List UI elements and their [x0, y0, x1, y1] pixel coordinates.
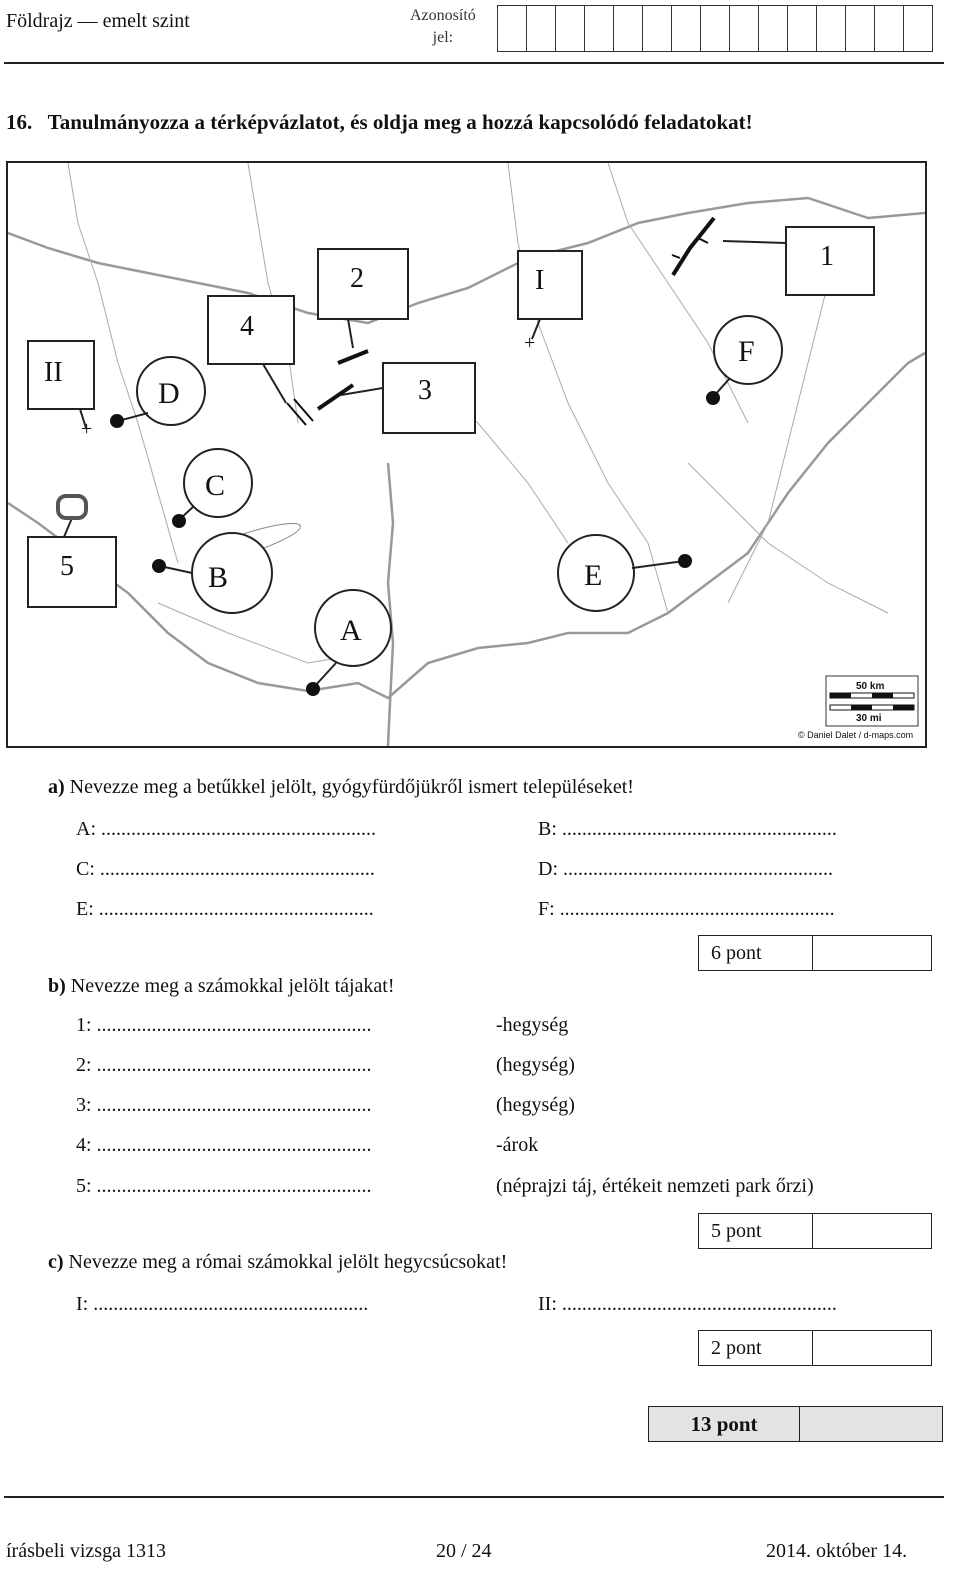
score-box-c	[698, 1330, 932, 1366]
peak-mark: +	[524, 332, 536, 354]
river	[688, 463, 888, 613]
id-box[interactable]	[642, 5, 672, 52]
score-box-a	[698, 935, 932, 971]
footer-rule	[4, 1496, 944, 1498]
score-field[interactable]	[813, 1214, 931, 1248]
region-5-ring	[58, 496, 86, 518]
id-box[interactable]	[874, 5, 904, 52]
callout-pointer	[723, 241, 786, 243]
part-a-question: a) Nevezze meg a betűkkel jelölt, gyógyfürdőjükről ismert településeket!	[48, 776, 634, 798]
callout-pointer	[64, 518, 72, 537]
task-title: 16. Tanulmányozza a térképvázlatot, és oldja meg a hozzá kapcsolódó feladatokat!	[6, 110, 753, 134]
id-box[interactable]	[729, 5, 759, 52]
scale-bar	[826, 676, 918, 726]
suffix-2: (hegység)	[496, 1054, 575, 1076]
answer-1[interactable]: 1: .......................................................	[76, 1014, 372, 1036]
label-4: 4	[240, 311, 254, 342]
peak-mark: +	[81, 418, 93, 440]
id-box[interactable]	[526, 5, 556, 52]
footer-exam: írásbeli vizsga 1313	[6, 1540, 166, 1562]
id-box[interactable]	[787, 5, 817, 52]
town-dot	[678, 554, 692, 568]
label-A: A	[340, 614, 362, 647]
town-dot	[152, 559, 166, 573]
id-label: Azonosító jel:	[410, 7, 476, 46]
label-2: 2	[350, 263, 364, 294]
label-F: F	[738, 335, 755, 368]
range-4	[287, 399, 313, 425]
map-credit: © Daniel Dalet / d-maps.com	[798, 730, 914, 740]
score-field[interactable]	[813, 1331, 931, 1365]
score-box-b	[698, 1213, 932, 1249]
suffix-3: (hegység)	[496, 1094, 575, 1116]
river	[608, 163, 748, 423]
footer-page: 20 / 24	[436, 1540, 492, 1562]
answer-3[interactable]: 3: .......................................................	[76, 1094, 372, 1116]
answer-D[interactable]: D: ......................................................	[538, 858, 833, 880]
river	[248, 163, 298, 423]
id-box[interactable]	[903, 5, 933, 52]
label-I: I	[535, 265, 545, 296]
answer-4[interactable]: 4: .......................................................	[76, 1134, 372, 1156]
id-box[interactable]	[613, 5, 643, 52]
answer-E[interactable]: E: .......................................................	[76, 898, 374, 920]
label-5: 5	[60, 551, 74, 582]
id-boxes[interactable]	[497, 5, 932, 52]
suffix-1: -hegység	[496, 1014, 569, 1036]
header-rule	[4, 62, 944, 64]
town-dot	[110, 414, 124, 428]
bubble-pointer	[632, 561, 684, 568]
id-box[interactable]	[497, 5, 527, 52]
map-svg	[8, 163, 925, 746]
total-score-box	[648, 1406, 943, 1442]
footer-date: 2014. október 14.	[766, 1540, 908, 1562]
answer-C[interactable]: C: .......................................................	[76, 858, 375, 880]
answer-A[interactable]: A: .......................................................	[76, 818, 376, 840]
header-subject: Földrajz — emelt szint	[6, 10, 190, 32]
town-dot	[172, 514, 186, 528]
answer-II[interactable]: II: .......................................................	[538, 1293, 837, 1315]
answer-F[interactable]: F: .......................................................	[538, 898, 835, 920]
id-box[interactable]	[555, 5, 585, 52]
scale-mi-label: 30 mi	[856, 713, 882, 724]
range-1	[673, 218, 714, 275]
part-b-question: b) Nevezze meg a számokkal jelölt tájakat!	[48, 975, 395, 997]
label-B: B	[208, 561, 229, 594]
score-label: 6 pont	[699, 936, 813, 970]
answer-B[interactable]: B: .......................................................	[538, 818, 837, 840]
total-score-label: 13 pont	[649, 1407, 800, 1441]
town-dot	[306, 682, 320, 696]
answer-5[interactable]: 5: .......................................................	[76, 1175, 372, 1197]
label-D: D	[158, 377, 180, 410]
id-box[interactable]	[584, 5, 614, 52]
part-c-question: c) Nevezze meg a római számokkal jelölt hegycsúcsokat!	[48, 1251, 508, 1273]
suffix-5: (néprajzi táj, értékeit nemzeti park őrzi)	[496, 1175, 814, 1197]
id-box[interactable]	[671, 5, 701, 52]
suffix-4: -árok	[496, 1134, 539, 1156]
town-dot	[706, 391, 720, 405]
label-II: II	[44, 357, 63, 388]
id-box[interactable]	[758, 5, 788, 52]
callout-pointer	[348, 319, 353, 348]
score-label: 2 pont	[699, 1331, 813, 1365]
score-field[interactable]	[813, 936, 931, 970]
scale-km-label: 50 km	[856, 681, 885, 692]
range-3	[318, 385, 353, 409]
bubble-pointer	[314, 663, 336, 687]
map-sketch	[6, 161, 927, 748]
range-2	[338, 351, 368, 363]
score-label: 5 pont	[699, 1214, 813, 1248]
id-box[interactable]	[845, 5, 875, 52]
border-danube	[388, 463, 393, 746]
callout-pointer	[263, 364, 286, 403]
answer-2[interactable]: 2: .......................................................	[76, 1054, 372, 1076]
callout-box	[518, 251, 582, 319]
bubble	[192, 533, 272, 613]
label-1: 1	[820, 241, 834, 272]
total-score-field[interactable]	[800, 1407, 942, 1441]
label-C: C	[205, 469, 226, 502]
label-3: 3	[418, 375, 432, 406]
id-box[interactable]	[700, 5, 730, 52]
id-box[interactable]	[816, 5, 846, 52]
label-E: E	[584, 559, 603, 592]
answer-I[interactable]: I: .......................................................	[76, 1293, 369, 1315]
